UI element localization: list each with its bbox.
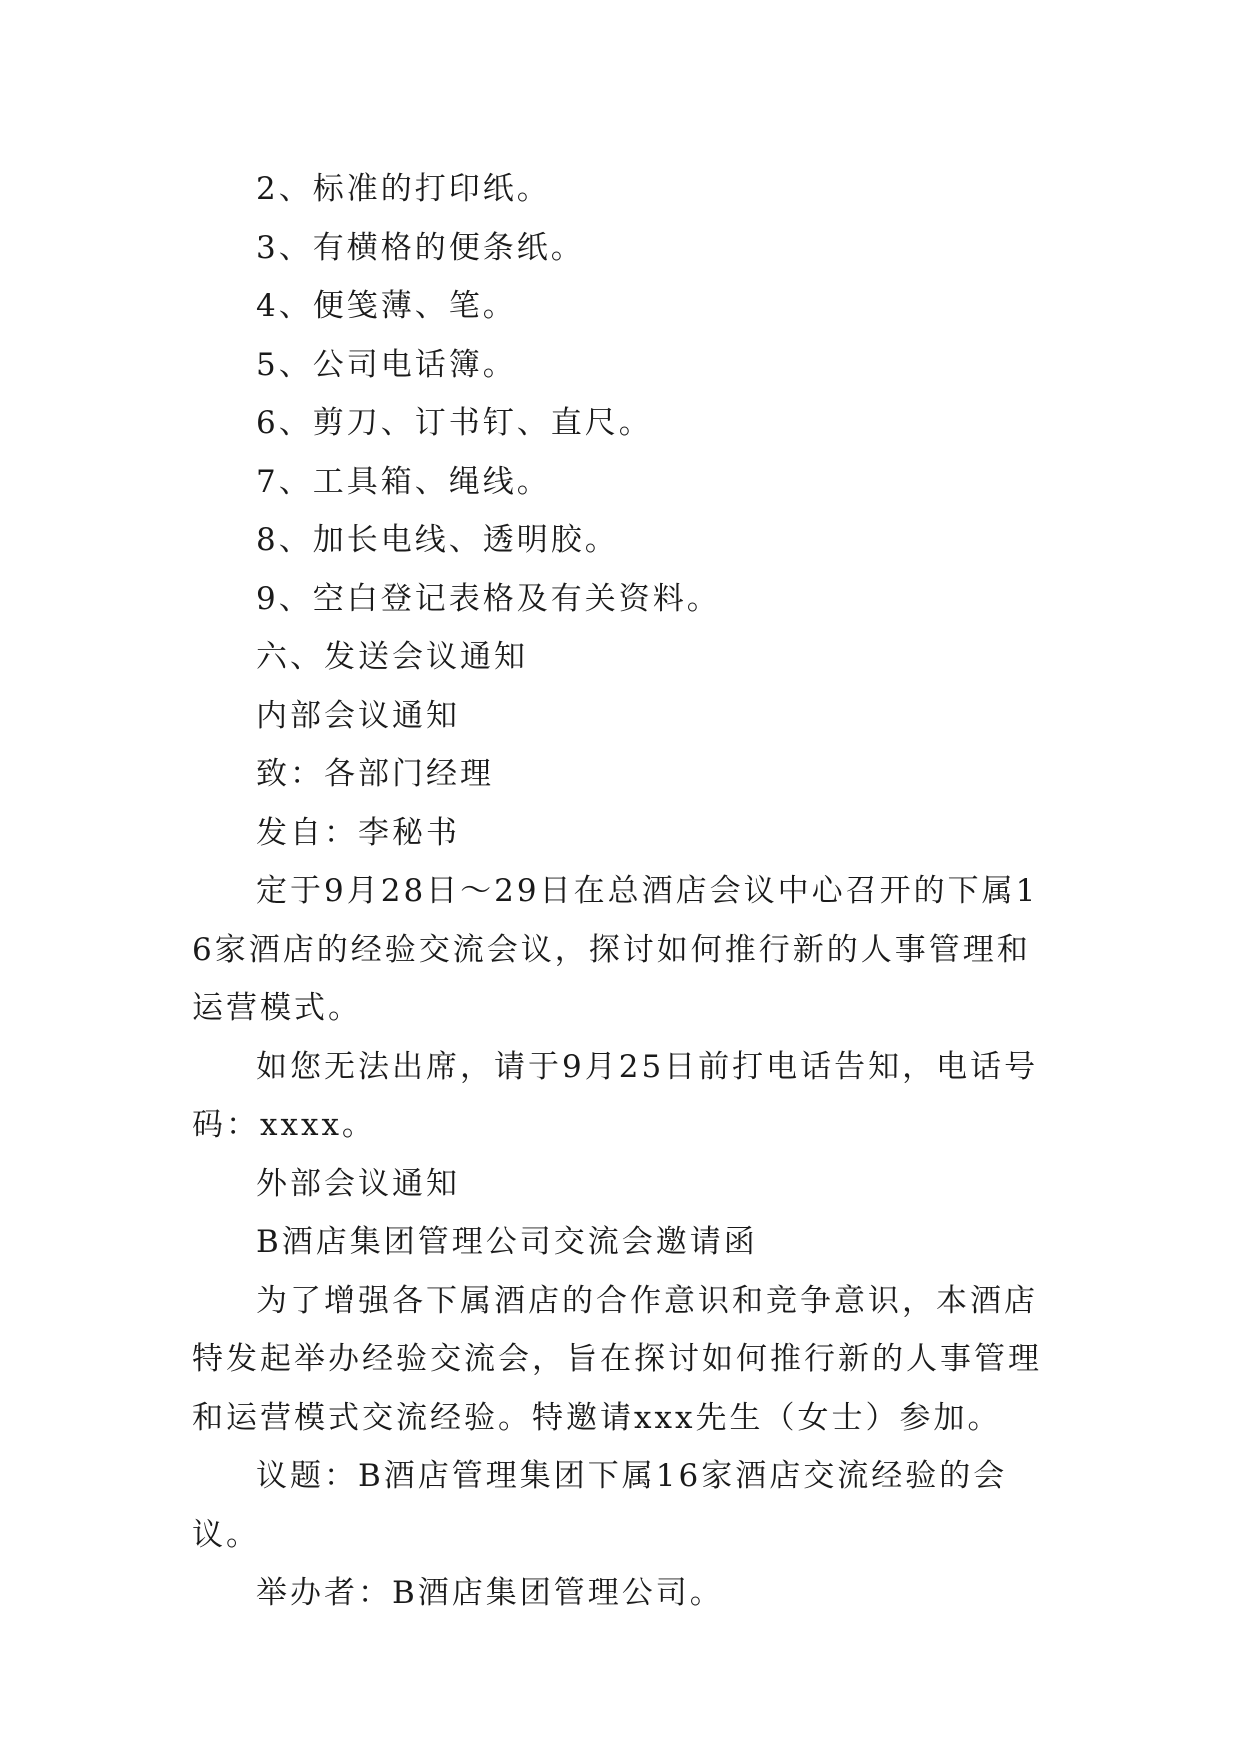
list-item-extension-tape: 8、加长电线、透明胶。 <box>256 522 619 558</box>
list-item-notepad-pen: 4、便笺薄、笔。 <box>256 288 517 324</box>
memo-body: 定于9月28日～29日在总酒店会议中心召开的下属16家酒店的经验交流会议，探讨如何推行新的人事管理和运营模式。 <box>192 873 1039 1026</box>
list-item-lined-notepaper: 3、有横格的便条纸。 <box>256 229 585 266</box>
section-heading-send-notice: 六、发送会议通知 <box>256 639 528 675</box>
list-item-printer-paper: 2、标准的打印纸。 <box>256 171 551 207</box>
memo-rsvp: 如您无法出席，请于9月25日前打电话告知，电话号码：xxxx。 <box>192 1048 1039 1143</box>
list-item-scissors-stapler-ruler: 6、剪刀、订书钉、直尺。 <box>256 405 653 441</box>
invitation-body: 为了增强各下属酒店的合作意识和竞争意识，本酒店特发起举办经验交流会，旨在探讨如何推行新的人事管理和运营模式交流经验。特邀请xxx先生（女士）参加。 <box>192 1282 1042 1436</box>
document-body <box>192 160 1052 1623</box>
invitation-title: B酒店集团管理公司交流会邀请函 <box>256 1224 758 1260</box>
list-item-phone-directory: 5、公司电话簿。 <box>256 346 517 383</box>
list-item-toolbox-rope: 7、工具箱、绳线。 <box>256 463 551 500</box>
list-item-blank-forms: 9、空白登记表格及有关资料。 <box>256 580 721 617</box>
invitation-topic: 议题：B酒店管理集团下属16家酒店交流经验的会议。 <box>192 1458 1008 1553</box>
invitation-organizer: 举办者：B酒店集团管理公司。 <box>256 1575 724 1611</box>
subheading-internal-notice: 内部会议通知 <box>256 697 460 734</box>
memo-from: 发自：李秘书 <box>256 814 460 851</box>
subheading-external-notice: 外部会议通知 <box>256 1165 460 1202</box>
memo-to: 致：各部门经理 <box>256 756 494 792</box>
